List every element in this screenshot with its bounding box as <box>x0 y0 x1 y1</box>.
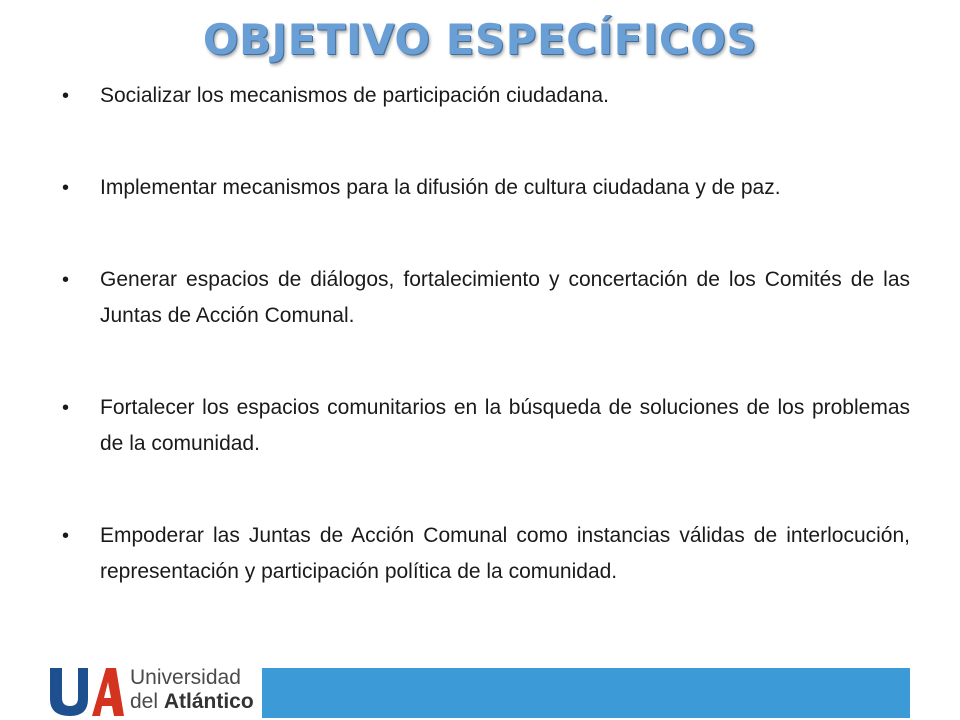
bullet-icon: • <box>62 397 70 419</box>
bullet-icon: • <box>62 177 70 199</box>
logo-line-2-prefix: del <box>130 690 164 713</box>
bullet-text: Implementar mecanismos para la difusión de cultura ciudadana y de paz. <box>100 176 781 199</box>
bullet-icon: • <box>62 85 70 107</box>
bullet-icon: • <box>62 269 70 291</box>
bullet-text: Generar espacios de diálogos, fortalecimiento y concertación de los Comités de las Juntas de Acción Comunal. <box>100 268 910 327</box>
footer <box>0 664 960 720</box>
ua-logo-icon <box>48 668 124 716</box>
list-item <box>60 518 910 590</box>
university-logo <box>48 664 258 720</box>
slide-title: OBJETIVO ESPECÍFICOS <box>202 15 758 64</box>
footer-color-bar <box>262 668 910 718</box>
list-item <box>60 390 910 462</box>
logo-line-2-strong: Atlántico <box>163 690 254 713</box>
bullet-icon: • <box>62 525 70 547</box>
list-item <box>60 262 910 334</box>
objectives-list <box>60 78 910 590</box>
bullet-text: Empoderar las Juntas de Acción Comunal como instancias válidas de interlocución, representación y participación política de la comunidad. <box>100 524 910 583</box>
list-item <box>60 170 910 206</box>
logo-line-2 <box>130 690 254 714</box>
list-item <box>60 78 910 114</box>
logo-line-1: Universidad <box>130 666 241 689</box>
university-name <box>130 666 254 714</box>
bullet-text: Socializar los mecanismos de participación ciudadana. <box>100 84 609 107</box>
bullet-text: Fortalecer los espacios comunitarios en la búsqueda de soluciones de los problemas de la comunidad. <box>100 396 910 455</box>
